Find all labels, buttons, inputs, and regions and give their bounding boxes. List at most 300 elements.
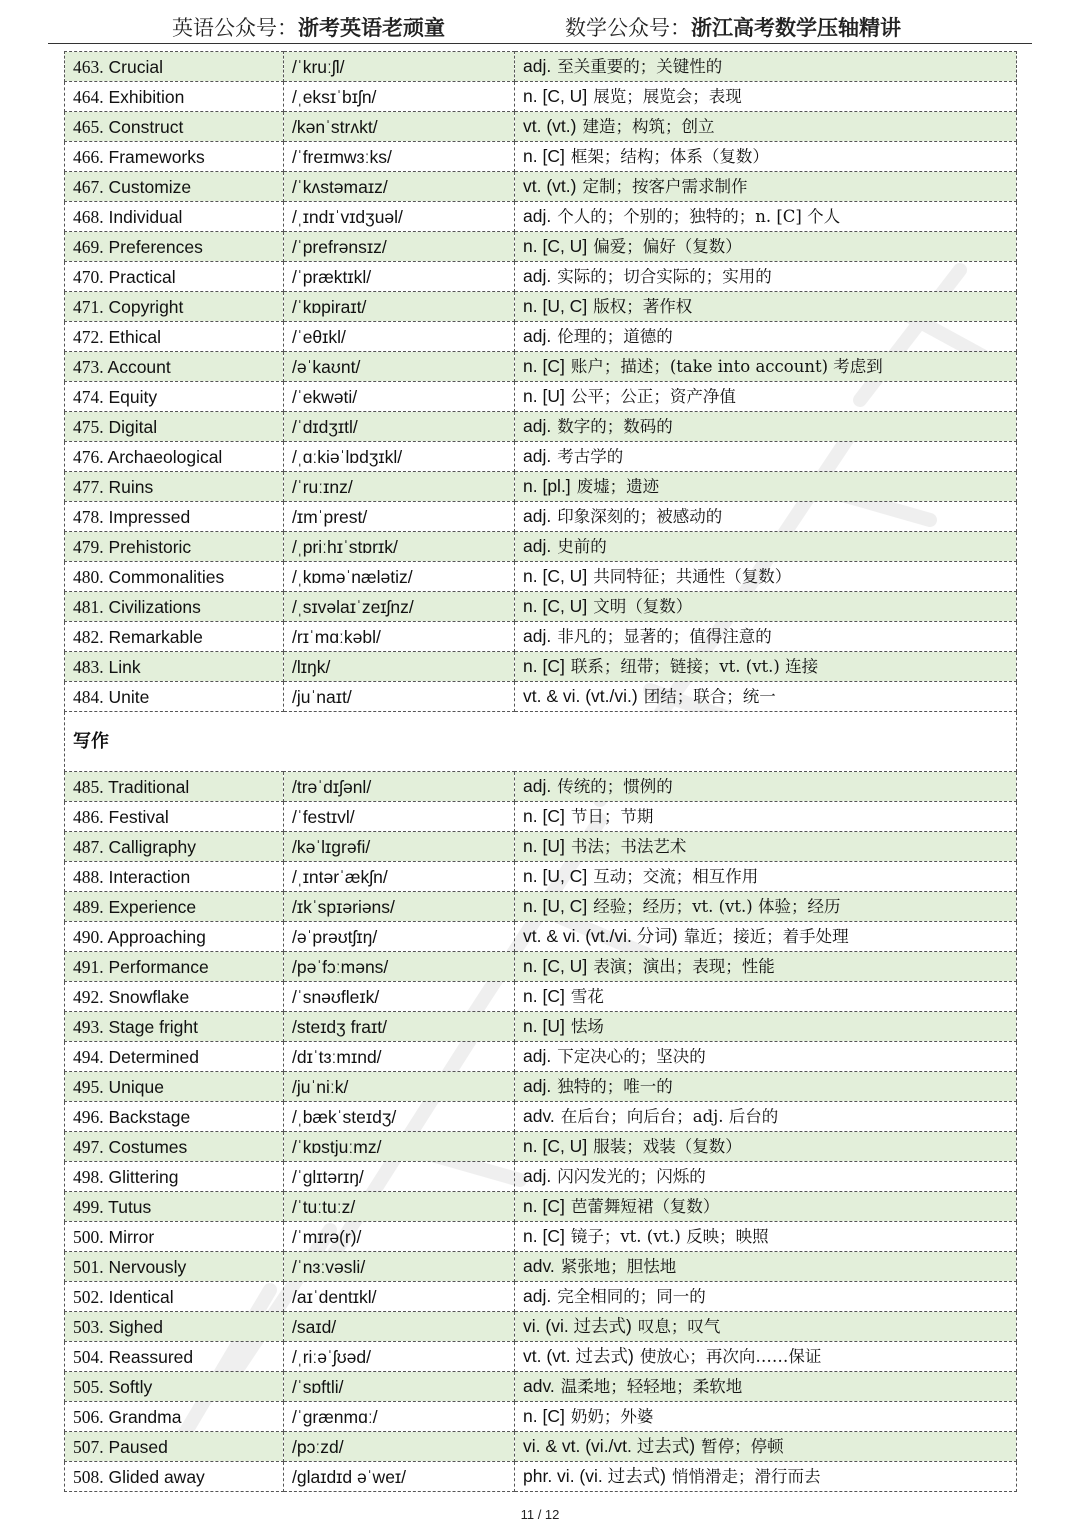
word-text: Customize [108, 176, 192, 197]
vocab-row [65, 112, 1017, 142]
vocab-phonetic: /ˈekwəti/ [284, 382, 515, 412]
word-text: Preferences [108, 236, 203, 257]
word-text: Interaction [108, 866, 191, 887]
vocab-word [65, 1042, 284, 1072]
word-text: Link [108, 656, 141, 677]
section-title: 写作 [65, 712, 1017, 772]
vocab-row [65, 1102, 1017, 1132]
entry-number: 480. [73, 566, 104, 587]
vocab-row [65, 412, 1017, 442]
chinese-meaning: 版权；著作权 [593, 297, 693, 316]
word-text: Practical [108, 266, 176, 287]
vocab-row [65, 1012, 1017, 1042]
vocab-meaning [515, 622, 1017, 652]
vocab-phonetic: /ˈsnəʊfleɪk/ [284, 982, 515, 1012]
vocab-row [65, 1372, 1017, 1402]
vocab-row [65, 1402, 1017, 1432]
word-text: Unique [108, 1076, 164, 1097]
vocab-phonetic: /ˈkɒstjuːmz/ [284, 1132, 515, 1162]
word-text: Construct [108, 116, 184, 137]
vocab-row [65, 1252, 1017, 1282]
entry-number: 481. [73, 596, 104, 617]
part-of-speech: adj. [523, 1046, 552, 1066]
word-text: Remarkable [108, 626, 203, 647]
entry-number: 495. [73, 1076, 104, 1097]
vocab-row [65, 142, 1017, 172]
vocab-meaning [515, 1072, 1017, 1102]
word-text: Nervously [108, 1256, 187, 1277]
vocab-meaning [515, 262, 1017, 292]
entry-number: 464. [73, 86, 104, 107]
vocab-meaning [515, 1462, 1017, 1492]
vocab-phonetic: /ˈmɪrə(r)/ [284, 1222, 515, 1252]
word-text: Commonalities [108, 566, 225, 587]
part-of-speech: n. [U, C] [523, 866, 588, 886]
vocab-word [65, 52, 284, 82]
chinese-meaning: 展览；展览会；表现 [593, 87, 742, 106]
part-of-speech: n. [C, U] [523, 596, 588, 616]
vocab-row [65, 772, 1017, 802]
vocab-phonetic: /kənˈstrʌkt/ [284, 112, 515, 142]
vocab-word [65, 592, 284, 622]
chinese-meaning: 非凡的；显著的；值得注意的 [557, 627, 772, 646]
math-account-label: 数学公众号：浙江高考数学压轴精讲 [565, 15, 901, 40]
word-text: Stage fright [108, 1016, 198, 1037]
page-header [0, 12, 1080, 44]
vocab-row [65, 1282, 1017, 1312]
vocab-phonetic: /ˈpræktɪkl/ [284, 262, 515, 292]
chinese-meaning: 服装；戏装（复数） [593, 1137, 742, 1156]
word-text: Exhibition [108, 86, 185, 107]
entry-number: 471. [73, 296, 104, 317]
part-of-speech: adj. [523, 776, 552, 796]
vocab-row [65, 82, 1017, 112]
word-text: Prehistoric [108, 536, 192, 557]
chinese-meaning: 废墟；遗迹 [576, 477, 660, 496]
vocab-word [65, 82, 284, 112]
chinese-meaning: 独特的；唯一的 [557, 1077, 673, 1096]
chinese-meaning: 账户；描述；(take into account) 考虑到 [570, 357, 883, 376]
vocab-meaning [515, 682, 1017, 712]
vocab-row [65, 1162, 1017, 1192]
entry-number: 478. [73, 506, 104, 527]
vocab-phonetic: /steɪdʒ fraɪt/ [284, 1012, 515, 1042]
vocab-word [65, 322, 284, 352]
vocab-word [65, 982, 284, 1012]
part-of-speech: n. [U, C] [523, 296, 588, 316]
word-text: Account [107, 356, 171, 377]
part-of-speech: n. [C] [523, 1196, 565, 1216]
entry-number: 505. [73, 1376, 104, 1397]
word-text: Softly [108, 1376, 153, 1397]
vocab-meaning [515, 1312, 1017, 1342]
entry-number: 484. [73, 686, 104, 707]
vocab-word [65, 1192, 284, 1222]
entry-number: 496. [73, 1106, 104, 1127]
vocab-row [65, 1342, 1017, 1372]
vocab-word [65, 922, 284, 952]
vocab-word [65, 142, 284, 172]
chinese-meaning: 互动；交流；相互作用 [593, 867, 759, 886]
part-of-speech: adj. [523, 626, 552, 646]
chinese-meaning: 表演；演出；表现；性能 [593, 957, 775, 976]
vocab-word [65, 1162, 284, 1192]
vocab-word [65, 442, 284, 472]
vocab-meaning [515, 892, 1017, 922]
vocab-row [65, 892, 1017, 922]
vocab-word [65, 502, 284, 532]
vocab-word [65, 1222, 284, 1252]
vocabulary-table [64, 51, 1017, 1492]
vocab-row [65, 1462, 1017, 1492]
word-text: Mirror [108, 1226, 155, 1247]
vocab-word [65, 1372, 284, 1402]
part-of-speech: adj. [523, 506, 552, 526]
vocab-phonetic: /ˈsɒftli/ [284, 1372, 515, 1402]
vocab-row [65, 1312, 1017, 1342]
vocab-meaning [515, 1132, 1017, 1162]
entry-number: 473. [73, 356, 104, 377]
vocab-phonetic: /pɔːzd/ [284, 1432, 515, 1462]
part-of-speech: adj. [523, 56, 552, 76]
vocab-word [65, 202, 284, 232]
chinese-meaning: 奶奶；外婆 [570, 1407, 654, 1426]
vocab-phonetic: /pəˈfɔːməns/ [284, 952, 515, 982]
part-of-speech: n. [C] [523, 806, 565, 826]
entry-number: 472. [73, 326, 104, 347]
word-text: Frameworks [108, 146, 205, 167]
word-text: Unite [108, 686, 150, 707]
vocab-word [65, 892, 284, 922]
vocab-word [65, 622, 284, 652]
chinese-meaning: 偏爱；偏好（复数） [593, 237, 742, 256]
vocab-row [65, 802, 1017, 832]
chinese-meaning: 数字的；数码的 [557, 417, 673, 436]
vocab-phonetic: /ˈfreɪmwɜːks/ [284, 142, 515, 172]
chinese-meaning: 在后台；向后台；adj. 后台的 [560, 1107, 779, 1126]
vocab-row [65, 352, 1017, 382]
word-text: Experience [108, 896, 197, 917]
vocab-row [65, 1072, 1017, 1102]
vocab-phonetic: /ˈeθɪkl/ [284, 322, 515, 352]
part-of-speech: n. [C] [523, 356, 565, 376]
vocab-meaning [515, 1192, 1017, 1222]
vocab-phonetic: /ˈruːɪnz/ [284, 472, 515, 502]
vocab-word [65, 682, 284, 712]
chinese-meaning: 实际的；切合实际的；实用的 [557, 267, 772, 286]
vocab-word [65, 1402, 284, 1432]
vocab-phonetic: /trəˈdɪʃənl/ [284, 772, 515, 802]
vocab-word [65, 352, 284, 382]
vocab-phonetic: /ˌsɪvəlaɪˈzeɪʃnz/ [284, 592, 515, 622]
entry-number: 488. [73, 866, 104, 887]
vocab-meaning [515, 802, 1017, 832]
part-of-speech: adj. [523, 1076, 552, 1096]
chinese-meaning: 靠近；接近；着手处理 [683, 927, 849, 946]
word-text: Calligraphy [108, 836, 197, 857]
vocab-word [65, 952, 284, 982]
vocab-phonetic: /saɪd/ [284, 1312, 515, 1342]
vocab-row [65, 562, 1017, 592]
vocab-phonetic: /ˌɪntərˈækʃn/ [284, 862, 515, 892]
word-text: Sighed [108, 1316, 163, 1337]
vocab-word [65, 1462, 284, 1492]
entry-number: 485. [73, 776, 104, 797]
vocab-meaning [515, 652, 1017, 682]
vocab-phonetic: /ˈɡrænmɑː/ [284, 1402, 515, 1432]
entry-number: 489. [73, 896, 104, 917]
vocab-row [65, 592, 1017, 622]
chinese-meaning: 联系；纽带；链接；vt. (vt.) 连接 [570, 657, 819, 676]
chinese-meaning: 节日；节期 [570, 807, 654, 826]
vocab-word [65, 1102, 284, 1132]
vocab-phonetic: /ˈkʌstəmaɪz/ [284, 172, 515, 202]
vocab-meaning [515, 922, 1017, 952]
entry-number: 486. [73, 806, 104, 827]
entry-number: 504. [73, 1346, 104, 1367]
vocab-phonetic: /ˌpriːhɪˈstɒrɪk/ [284, 532, 515, 562]
vocab-meaning [515, 472, 1017, 502]
word-text: Paused [108, 1436, 168, 1457]
vocab-word [65, 532, 284, 562]
vocab-meaning [515, 1042, 1017, 1072]
chinese-meaning: 团结；联合；统一 [643, 687, 776, 706]
vocab-phonetic: /ɪkˈspɪəriəns/ [284, 892, 515, 922]
entry-number: 469. [73, 236, 104, 257]
chinese-meaning: 印象深刻的；被感动的 [557, 507, 723, 526]
vocab-meaning [515, 1252, 1017, 1282]
vocab-meaning [515, 442, 1017, 472]
vocab-row [65, 472, 1017, 502]
entry-number: 475. [73, 416, 104, 437]
word-text: Impressed [108, 506, 191, 527]
word-text: Equity [108, 386, 158, 407]
vocab-row [65, 652, 1017, 682]
vocab-word [65, 472, 284, 502]
entry-number: 483. [73, 656, 104, 677]
part-of-speech: n. [U] [523, 386, 565, 406]
part-of-speech: adj. [523, 416, 552, 436]
entry-number: 491. [73, 956, 104, 977]
part-of-speech: adj. [523, 206, 552, 226]
part-of-speech: n. [C, U] [523, 956, 588, 976]
chinese-meaning: 下定决心的；坚决的 [557, 1047, 706, 1066]
chinese-meaning: 完全相同的；同一的 [557, 1287, 706, 1306]
word-text: Traditional [108, 776, 190, 797]
vocab-word [65, 1252, 284, 1282]
vocab-row [65, 172, 1017, 202]
vocab-phonetic: /ˈɡlɪtərɪŋ/ [284, 1162, 515, 1192]
vocab-row [65, 262, 1017, 292]
english-account-name: 浙考英语老顽童 [298, 15, 445, 40]
entry-number: 465. [73, 116, 104, 137]
english-account-label: 英语公众号：浙考英语老顽童 [172, 15, 445, 40]
vocab-word [65, 232, 284, 262]
vocab-phonetic: /əˈkaʊnt/ [284, 352, 515, 382]
word-text: Copyright [108, 296, 184, 317]
part-of-speech: adj. [523, 1286, 552, 1306]
vocab-word [65, 1282, 284, 1312]
entry-number: 474. [73, 386, 104, 407]
entry-number: 497. [73, 1136, 104, 1157]
vocab-meaning [515, 322, 1017, 352]
entry-number: 494. [73, 1046, 104, 1067]
vocab-phonetic: /ˌɪndɪˈvɪdʒuəl/ [284, 202, 515, 232]
vocab-meaning [515, 172, 1017, 202]
word-text: Determined [108, 1046, 199, 1067]
vocab-word [65, 1432, 284, 1462]
chinese-meaning: 至关重要的；关键性的 [557, 57, 723, 76]
chinese-meaning: 史前的 [557, 537, 607, 556]
word-text: Approaching [107, 926, 206, 947]
vocab-meaning [515, 82, 1017, 112]
vocab-phonetic: /rɪˈmɑːkəbl/ [284, 622, 515, 652]
vocab-meaning [515, 1342, 1017, 1372]
word-text: Tutus [108, 1196, 152, 1217]
chinese-meaning: 伦理的；道德的 [557, 327, 673, 346]
vocab-phonetic: /ˌbækˈsteɪdʒ/ [284, 1102, 515, 1132]
vocab-word [65, 172, 284, 202]
vocab-phonetic: /ˈnɜːvəsli/ [284, 1252, 515, 1282]
word-text: Archaeological [107, 446, 223, 467]
chinese-meaning: 紧张地；胆怯地 [560, 1257, 677, 1276]
part-of-speech: adj. [523, 326, 552, 346]
entry-number: 467. [73, 176, 104, 197]
part-of-speech: n. [C] [523, 986, 565, 1006]
entry-number: 468. [73, 206, 104, 227]
vocab-word [65, 262, 284, 292]
vocab-phonetic: /juˈniːk/ [284, 1072, 515, 1102]
chinese-meaning: 暂停；停顿 [701, 1437, 784, 1456]
vocab-word [65, 1312, 284, 1342]
word-text: Costumes [108, 1136, 188, 1157]
vocab-phonetic: /aɪˈdentɪkl/ [284, 1282, 515, 1312]
part-of-speech: n. [pl.] [523, 476, 571, 496]
vocab-phonetic: /ɪmˈprest/ [284, 502, 515, 532]
part-of-speech: n. [C] [523, 1406, 565, 1426]
vocab-meaning [515, 52, 1017, 82]
vocab-row [65, 442, 1017, 472]
vocab-row [65, 1222, 1017, 1252]
vocab-row [65, 532, 1017, 562]
vocab-row [65, 832, 1017, 862]
part-of-speech: vt. (vt.) [523, 116, 577, 136]
entry-number: 487. [73, 836, 104, 857]
vocab-phonetic: /kəˈlɪɡrəfi/ [284, 832, 515, 862]
vocab-phonetic: /ˌɑːkiəˈlɒdʒɪkl/ [284, 442, 515, 472]
word-text: Ruins [108, 476, 154, 497]
part-of-speech: adv. [523, 1376, 555, 1396]
vocab-meaning [515, 292, 1017, 322]
vocab-word [65, 862, 284, 892]
vocab-meaning [515, 532, 1017, 562]
part-of-speech: adj. [523, 536, 552, 556]
vocab-phonetic: /ˌkɒməˈnælətiz/ [284, 562, 515, 592]
vocab-phonetic: /ˈdɪdʒɪtl/ [284, 412, 515, 442]
header-divider [48, 43, 1032, 44]
vocab-meaning [515, 1162, 1017, 1192]
vocab-phonetic: /ˈkruːʃl/ [284, 52, 515, 82]
part-of-speech: adj. [523, 1166, 552, 1186]
chinese-meaning: 公平；公正；资产净值 [570, 387, 736, 406]
section-row [65, 712, 1017, 772]
math-account-name: 浙江高考数学压轴精讲 [691, 15, 901, 40]
vocab-phonetic: /ˌeksɪˈbɪʃn/ [284, 82, 515, 112]
part-of-speech: n. [U] [523, 1016, 565, 1036]
vocab-row [65, 982, 1017, 1012]
word-text: Civilizations [108, 596, 201, 617]
entry-number: 470. [73, 266, 104, 287]
word-text: Performance [108, 956, 209, 977]
vocab-word [65, 292, 284, 322]
chinese-meaning: 个人的；个别的；独特的；n. [C] 个人 [557, 207, 841, 226]
vocab-phonetic: /ˈkɒpiraɪt/ [284, 292, 515, 322]
word-text: Festival [108, 806, 169, 827]
chinese-meaning: 怯场 [570, 1017, 604, 1036]
part-of-speech: adv. [523, 1106, 555, 1126]
entry-number: 501. [73, 1256, 104, 1277]
vocab-row [65, 292, 1017, 322]
vocab-meaning [515, 112, 1017, 142]
vocab-meaning [515, 592, 1017, 622]
vocab-meaning [515, 352, 1017, 382]
entry-number: 492. [73, 986, 104, 1007]
part-of-speech: vt. (vt. 过去式) [523, 1346, 634, 1366]
vocab-row [65, 622, 1017, 652]
entry-number: 503. [73, 1316, 104, 1337]
chinese-meaning: 温柔地；轻轻地；柔软地 [560, 1377, 743, 1396]
chinese-meaning: 考古学的 [557, 447, 624, 466]
chinese-meaning: 镜子；vt. (vt.) 反映；映照 [570, 1227, 769, 1246]
word-text: Snowflake [108, 986, 190, 1007]
vocab-meaning [515, 202, 1017, 232]
vocab-meaning [515, 772, 1017, 802]
vocab-row [65, 1132, 1017, 1162]
vocab-word [65, 1012, 284, 1042]
vocab-row [65, 1042, 1017, 1072]
vocab-meaning [515, 142, 1017, 172]
vocab-phonetic: /ˈprefrənsɪz/ [284, 232, 515, 262]
vocab-phonetic: /ˈfestɪvl/ [284, 802, 515, 832]
vocab-meaning [515, 1402, 1017, 1432]
vocab-meaning [515, 1282, 1017, 1312]
part-of-speech: n. [C] [523, 146, 565, 166]
part-of-speech: phr. vi. (vi. 过去式) [523, 1466, 666, 1486]
part-of-speech: adv. [523, 1256, 555, 1276]
chinese-meaning: 使放心；再次向……保证 [639, 1347, 822, 1366]
chinese-meaning: 闪闪发光的；闪烁的 [557, 1167, 706, 1186]
vocab-meaning [515, 832, 1017, 862]
vocab-word [65, 412, 284, 442]
part-of-speech: n. [U, C] [523, 896, 588, 916]
part-of-speech: vt. & vi. (vt./vi.) [523, 686, 638, 706]
vocab-row [65, 922, 1017, 952]
chinese-meaning: 建造；构筑；创立 [582, 117, 715, 136]
word-text: Glided away [108, 1466, 205, 1487]
vocab-row [65, 1192, 1017, 1222]
part-of-speech: n. [C, U] [523, 86, 588, 106]
vocab-meaning [515, 1432, 1017, 1462]
vocab-word [65, 562, 284, 592]
word-text: Individual [108, 206, 183, 227]
vocab-phonetic: /ɡlaɪdɪd əˈweɪ/ [284, 1462, 515, 1492]
chinese-meaning: 共同特征；共通性（复数） [593, 567, 792, 586]
chinese-meaning: 文明（复数） [593, 597, 693, 616]
chinese-meaning: 芭蕾舞短裙（复数） [570, 1197, 720, 1216]
vocab-row [65, 502, 1017, 532]
chinese-meaning: 传统的；惯例的 [557, 777, 673, 796]
vocab-word [65, 832, 284, 862]
